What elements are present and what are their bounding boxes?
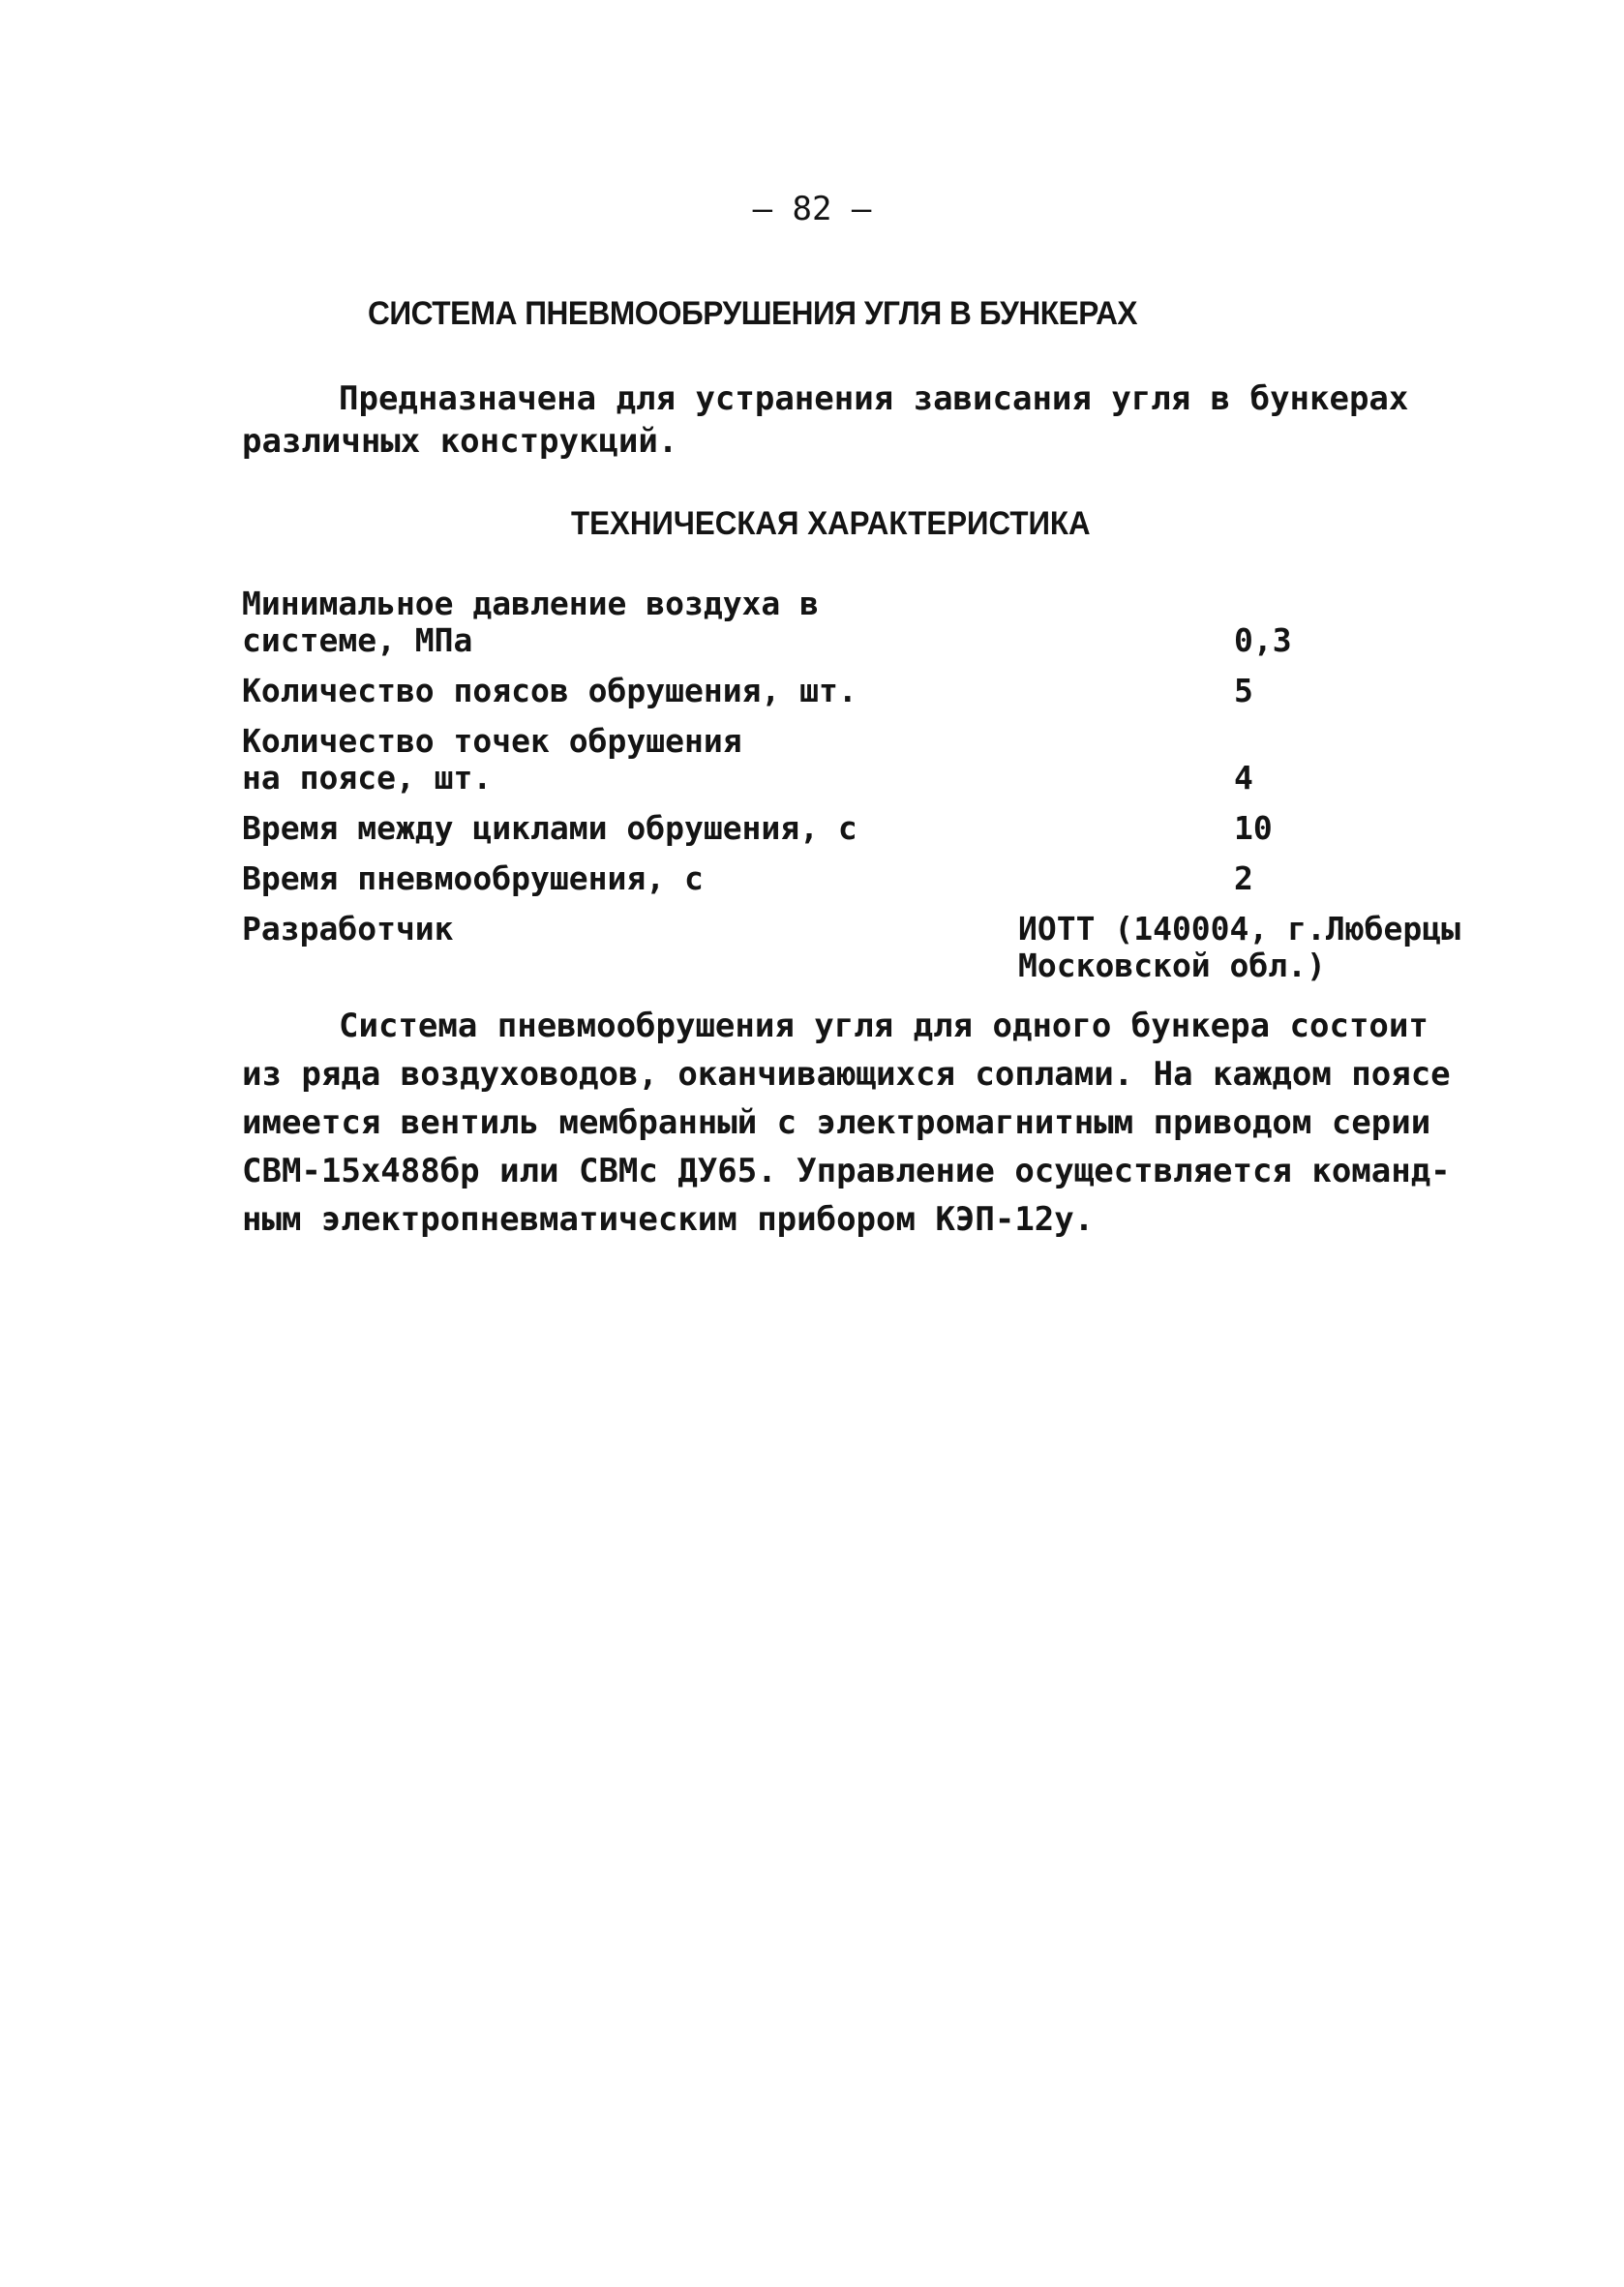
intro-line: различных конструкций.: [242, 422, 678, 461]
spec-label: Минимальное давление воздуха в системе, МПа: [242, 585, 820, 659]
spec-label: Время между циклами обрушения, с: [242, 809, 857, 847]
description-paragraph: [242, 1002, 1451, 1244]
spec-row: [242, 911, 1500, 984]
spec-label: Время пневмообрушения, с: [242, 859, 704, 897]
spec-heading: ТЕХНИЧЕСКАЯ ХАРАКТЕРИСТИКА: [571, 505, 1091, 542]
intro-line: Предназначена для устранения зависания угля в бункерах: [339, 379, 1409, 418]
spec-value: 5: [1234, 672, 1253, 709]
spec-table: [242, 586, 1500, 998]
document-title: СИСТЕМА ПНЕВМООБРУШЕНИЯ УГЛЯ В БУНКЕРАХ: [368, 295, 1138, 332]
page-number: — 82 —: [752, 190, 872, 228]
paragraph-line: имеется вентиль мембранный с электромагнитным приводом серии: [242, 1103, 1431, 1142]
spec-value: ИОТТ (140004, г.Люберцы Московской обл.): [1018, 910, 1460, 984]
spec-value: 2: [1234, 859, 1253, 897]
spec-label: Разработчик: [242, 910, 454, 948]
spec-row: [242, 586, 1500, 659]
spec-value: 10: [1234, 809, 1273, 847]
paragraph-line: из ряда воздуховодов, оканчивающихся соплами. На каждом поясе: [242, 1055, 1451, 1094]
spec-row: [242, 810, 1500, 847]
spec-value: 0,3: [1234, 621, 1292, 659]
paragraph-line: СВМ-15х488бр или СВМс ДУ65. Управление осуществляется команд-: [242, 1152, 1451, 1190]
paragraph-line: ным электропневматическим прибором КЭП-12у.: [242, 1200, 1095, 1239]
spec-label: Количество поясов обрушения, шт.: [242, 672, 857, 709]
spec-row: [242, 673, 1500, 709]
spec-row: [242, 860, 1500, 897]
spec-label: Количество точек обрушения на поясе, шт.: [242, 722, 742, 797]
paragraph-line: Система пневмообрушения угля для одного бункера состоит: [339, 1007, 1429, 1045]
spec-value: 4: [1234, 759, 1253, 797]
intro-paragraph: [242, 377, 1409, 463]
spec-row: [242, 723, 1500, 797]
